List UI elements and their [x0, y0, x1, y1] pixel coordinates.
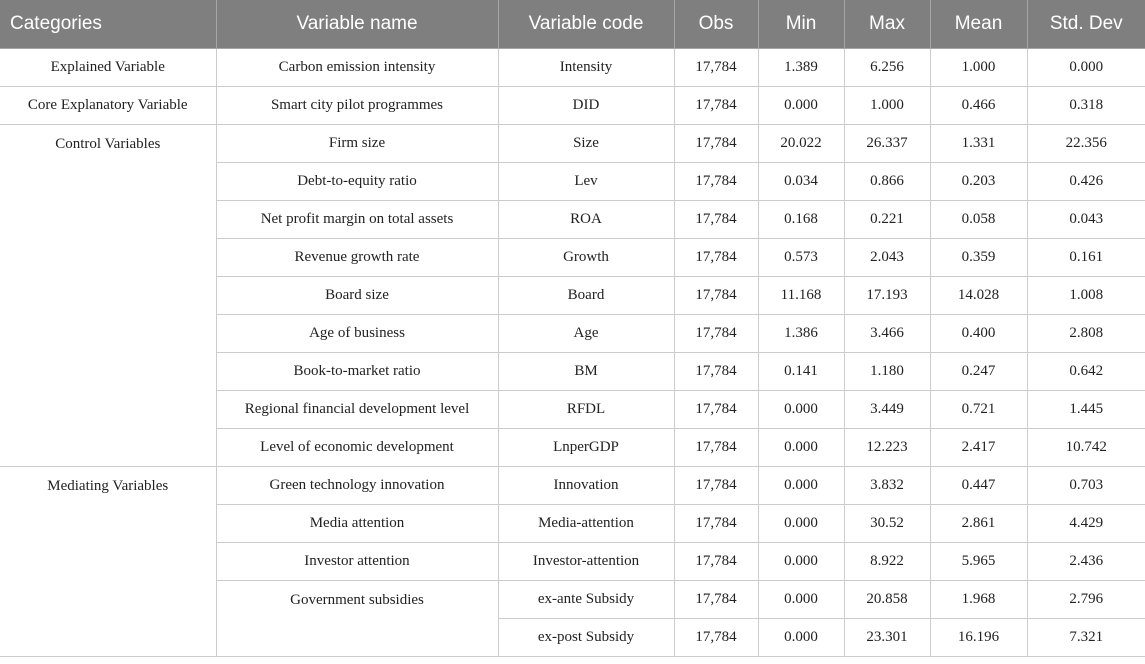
max-cell: 8.922: [844, 543, 930, 581]
obs-cell: 17,784: [674, 49, 758, 87]
std-cell: 0.000: [1027, 49, 1145, 87]
table-row: [0, 467, 1145, 505]
std-cell: 0.161: [1027, 239, 1145, 277]
std-cell: 22.356: [1027, 125, 1145, 163]
min-cell: 1.386: [758, 315, 844, 353]
obs-cell: 17,784: [674, 277, 758, 315]
min-cell: 0.000: [758, 619, 844, 657]
obs-cell: 17,784: [674, 505, 758, 543]
max-cell: 3.832: [844, 467, 930, 505]
variable-code-cell: ex-post Subsidy: [498, 619, 674, 657]
variable-code-cell: Media-attention: [498, 505, 674, 543]
variable-name-cell: Debt-to-equity ratio: [216, 163, 498, 201]
header-variable-name: Variable name: [216, 0, 498, 49]
min-cell: 0.000: [758, 543, 844, 581]
std-cell: 1.008: [1027, 277, 1145, 315]
std-cell: 2.436: [1027, 543, 1145, 581]
obs-cell: 17,784: [674, 429, 758, 467]
mean-cell: 0.447: [930, 467, 1027, 505]
variable-code-cell: Lev: [498, 163, 674, 201]
variable-name-cell: Media attention: [216, 505, 498, 543]
max-cell: 0.221: [844, 201, 930, 239]
category-cell: Mediating Variables: [0, 467, 216, 657]
variable-code-cell: Growth: [498, 239, 674, 277]
std-cell: 1.445: [1027, 391, 1145, 429]
variable-code-cell: Intensity: [498, 49, 674, 87]
mean-cell: 1.331: [930, 125, 1027, 163]
min-cell: 0.000: [758, 467, 844, 505]
mean-cell: 0.247: [930, 353, 1027, 391]
std-cell: 0.642: [1027, 353, 1145, 391]
mean-cell: 0.400: [930, 315, 1027, 353]
std-cell: 7.321: [1027, 619, 1145, 657]
variable-code-cell: Size: [498, 125, 674, 163]
mean-cell: 1.968: [930, 581, 1027, 619]
obs-cell: 17,784: [674, 391, 758, 429]
variable-name-cell: Investor attention: [216, 543, 498, 581]
min-cell: 20.022: [758, 125, 844, 163]
min-cell: 0.141: [758, 353, 844, 391]
std-cell: 2.808: [1027, 315, 1145, 353]
variable-code-cell: Investor-attention: [498, 543, 674, 581]
variable-name-cell: Revenue growth rate: [216, 239, 498, 277]
min-cell: 0.168: [758, 201, 844, 239]
mean-cell: 0.058: [930, 201, 1027, 239]
header-variable-code: Variable code: [498, 0, 674, 49]
variable-code-cell: BM: [498, 353, 674, 391]
header-mean: Mean: [930, 0, 1027, 49]
variable-name-cell: Book-to-market ratio: [216, 353, 498, 391]
variable-name-cell: Level of economic development: [216, 429, 498, 467]
min-cell: 0.000: [758, 391, 844, 429]
std-cell: 0.043: [1027, 201, 1145, 239]
min-cell: 0.573: [758, 239, 844, 277]
variable-code-cell: ex-ante Subsidy: [498, 581, 674, 619]
variable-code-cell: Age: [498, 315, 674, 353]
table-row: [0, 49, 1145, 87]
obs-cell: 17,784: [674, 87, 758, 125]
variable-code-cell: ROA: [498, 201, 674, 239]
variable-name-cell: Government subsidies: [216, 581, 498, 657]
max-cell: 0.866: [844, 163, 930, 201]
max-cell: 23.301: [844, 619, 930, 657]
category-cell: Core Explanatory Variable: [0, 87, 216, 125]
max-cell: 12.223: [844, 429, 930, 467]
header-obs: Obs: [674, 0, 758, 49]
obs-cell: 17,784: [674, 581, 758, 619]
mean-cell: 2.861: [930, 505, 1027, 543]
max-cell: 1.180: [844, 353, 930, 391]
std-cell: 4.429: [1027, 505, 1145, 543]
max-cell: 20.858: [844, 581, 930, 619]
std-cell: 2.796: [1027, 581, 1145, 619]
std-cell: 0.703: [1027, 467, 1145, 505]
std-cell: 0.426: [1027, 163, 1145, 201]
mean-cell: 0.359: [930, 239, 1027, 277]
obs-cell: 17,784: [674, 543, 758, 581]
header-min: Min: [758, 0, 844, 49]
min-cell: 0.000: [758, 581, 844, 619]
obs-cell: 17,784: [674, 315, 758, 353]
std-cell: 0.318: [1027, 87, 1145, 125]
min-cell: 0.000: [758, 505, 844, 543]
obs-cell: 17,784: [674, 163, 758, 201]
max-cell: 17.193: [844, 277, 930, 315]
header-std-dev: Std. Dev: [1027, 0, 1145, 49]
variable-name-cell: Green technology innovation: [216, 467, 498, 505]
mean-cell: 14.028: [930, 277, 1027, 315]
variable-code-cell: Board: [498, 277, 674, 315]
min-cell: 0.000: [758, 87, 844, 125]
category-cell: Explained Variable: [0, 49, 216, 87]
mean-cell: 2.417: [930, 429, 1027, 467]
min-cell: 0.034: [758, 163, 844, 201]
header-max: Max: [844, 0, 930, 49]
variable-name-cell: Board size: [216, 277, 498, 315]
variable-code-cell: DID: [498, 87, 674, 125]
min-cell: 1.389: [758, 49, 844, 87]
mean-cell: 16.196: [930, 619, 1027, 657]
max-cell: 26.337: [844, 125, 930, 163]
mean-cell: 1.000: [930, 49, 1027, 87]
obs-cell: 17,784: [674, 201, 758, 239]
max-cell: 30.52: [844, 505, 930, 543]
obs-cell: 17,784: [674, 239, 758, 277]
variable-name-cell: Smart city pilot programmes: [216, 87, 498, 125]
table-row: [0, 87, 1145, 125]
variable-code-cell: Innovation: [498, 467, 674, 505]
header-row: [0, 0, 1145, 49]
mean-cell: 5.965: [930, 543, 1027, 581]
header-categories: Categories: [0, 0, 216, 49]
min-cell: 0.000: [758, 429, 844, 467]
variable-name-cell: Carbon emission intensity: [216, 49, 498, 87]
obs-cell: 17,784: [674, 125, 758, 163]
obs-cell: 17,784: [674, 353, 758, 391]
variable-name-cell: Age of business: [216, 315, 498, 353]
min-cell: 11.168: [758, 277, 844, 315]
mean-cell: 0.466: [930, 87, 1027, 125]
mean-cell: 0.721: [930, 391, 1027, 429]
max-cell: 3.466: [844, 315, 930, 353]
variable-code-cell: LnperGDP: [498, 429, 674, 467]
max-cell: 1.000: [844, 87, 930, 125]
category-cell: Control Variables: [0, 125, 216, 467]
max-cell: 3.449: [844, 391, 930, 429]
max-cell: 2.043: [844, 239, 930, 277]
mean-cell: 0.203: [930, 163, 1027, 201]
variable-name-cell: Regional financial development level: [216, 391, 498, 429]
variable-name-cell: Firm size: [216, 125, 498, 163]
max-cell: 6.256: [844, 49, 930, 87]
std-cell: 10.742: [1027, 429, 1145, 467]
variable-code-cell: RFDL: [498, 391, 674, 429]
obs-cell: 17,784: [674, 467, 758, 505]
table-row: [0, 125, 1145, 163]
obs-cell: 17,784: [674, 619, 758, 657]
variable-name-cell: Net profit margin on total assets: [216, 201, 498, 239]
